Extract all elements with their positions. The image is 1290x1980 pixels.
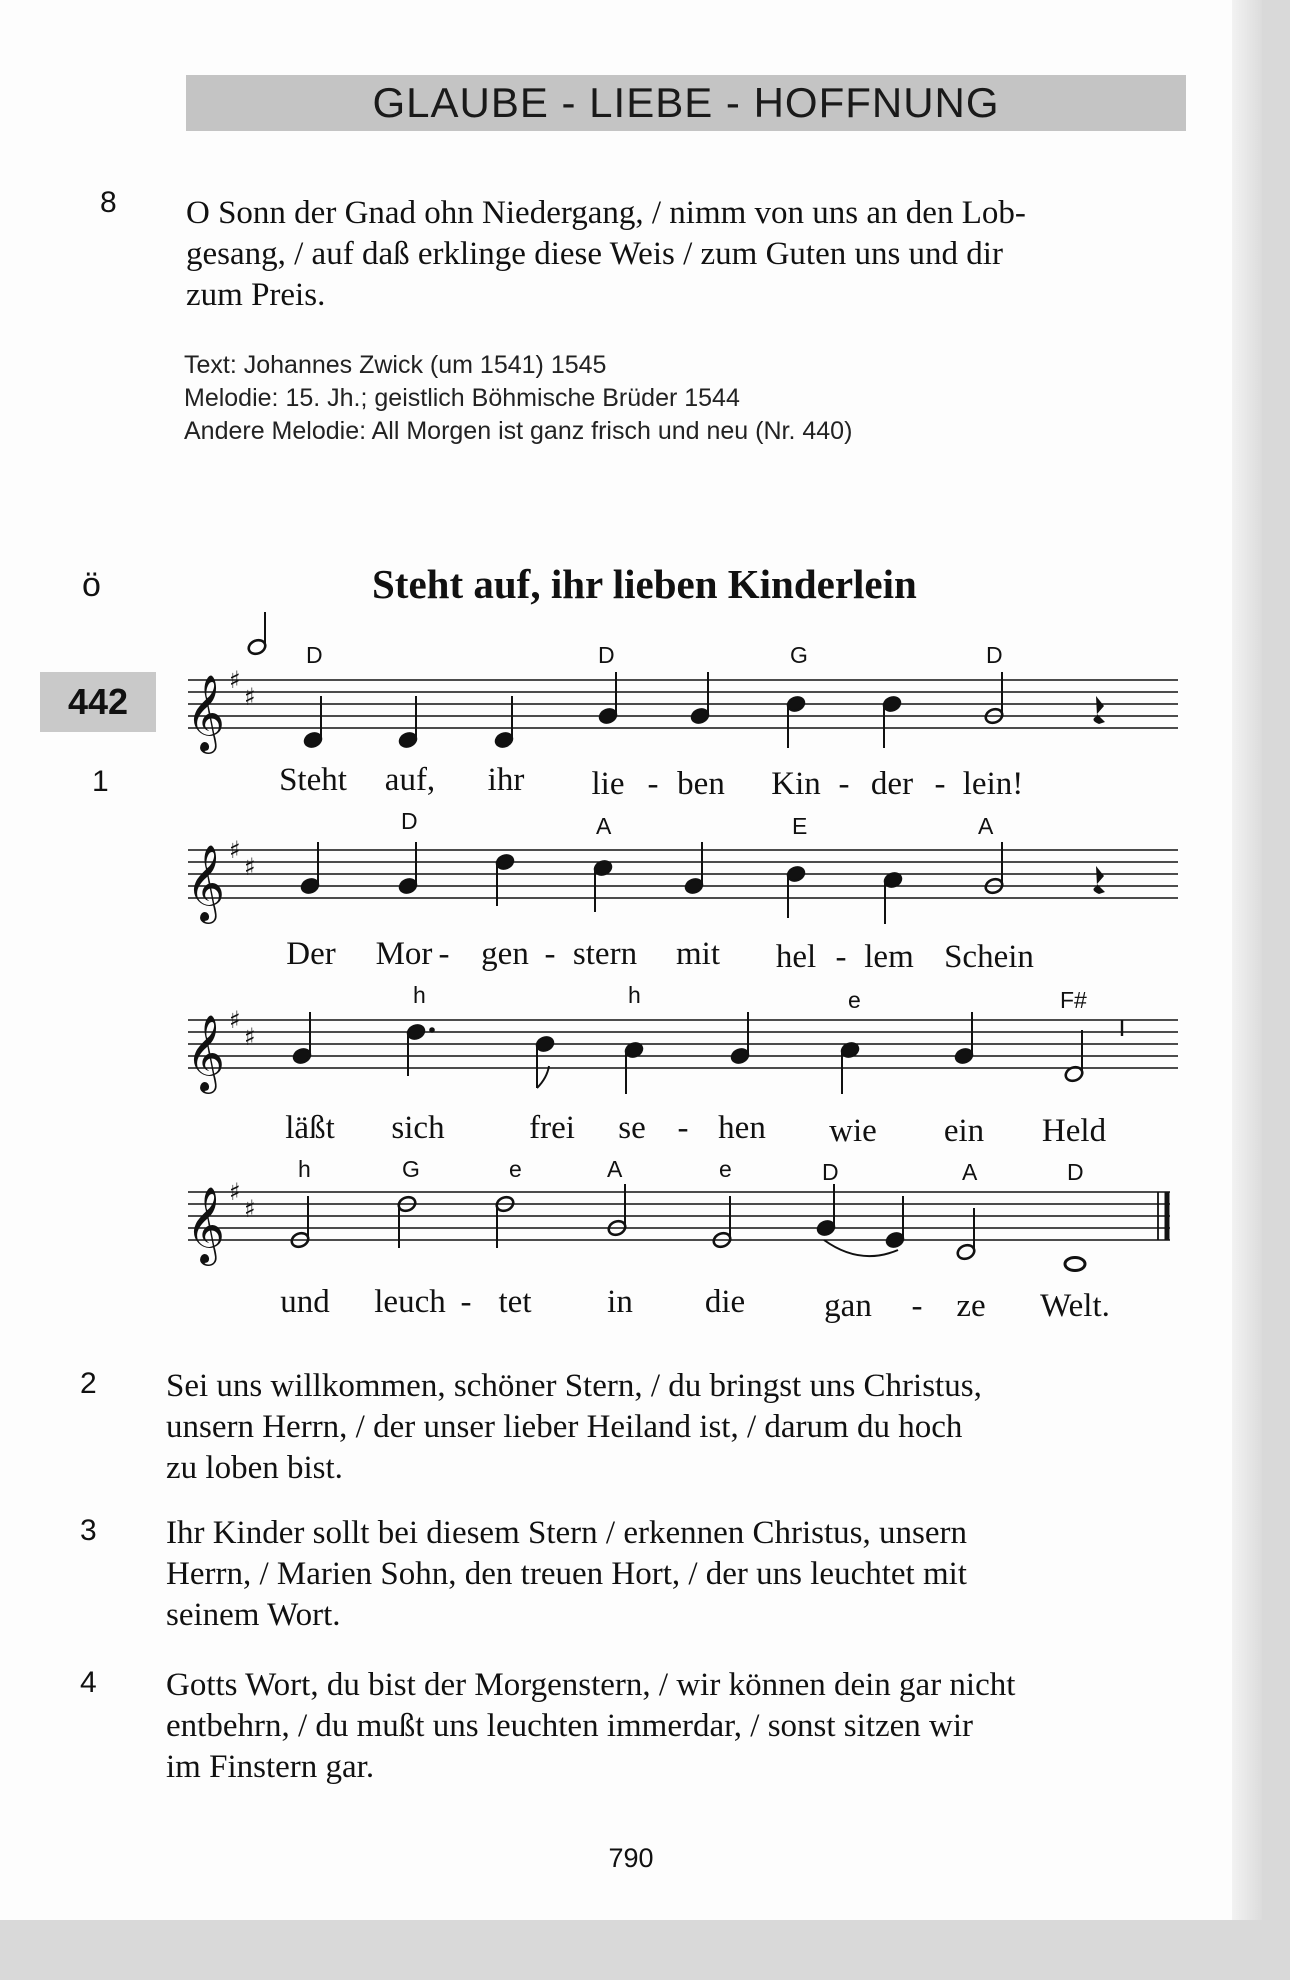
lyric-syllable: stern [572, 936, 638, 972]
svg-text:♯: ♯ [229, 666, 241, 694]
verse-number: 3 [80, 1514, 97, 1547]
credit-melody: Melodie: 15. Jh.; geistlich Böhmische Brüder 1544 [184, 384, 740, 412]
lyric-syllable: ze [956, 1288, 986, 1324]
lyric-syllable: tet [498, 1284, 532, 1320]
lyric-syllable: sich [391, 1110, 445, 1146]
treble-clef-icon: 𝄞 [186, 674, 226, 751]
lyric-syllable: in [607, 1284, 633, 1320]
lyric-syllable: die [704, 1284, 746, 1320]
song-verse-4 [166, 1665, 1015, 1788]
notes-system-2 [300, 842, 1105, 924]
chord-symbol: h [413, 982, 426, 1008]
verse-line: Ihr Kinder sollt bei diesem Stern / erkennen Christus, unsern [166, 1515, 968, 1551]
lyric-syllable: Held [1041, 1113, 1107, 1149]
song-verse-3 [166, 1513, 967, 1636]
verse-line: unsern Herrn, / der unser lieber Heiland ist, / darum du hoch [166, 1409, 963, 1445]
verse-number: 8 [100, 186, 117, 219]
chord-symbol: D [306, 642, 323, 668]
verse-line: Gotts Wort, du bist der Morgenstern, / wir können dein gar nicht [166, 1667, 1016, 1703]
notes-system-3 [292, 1012, 1122, 1094]
lyric-syllable: hen [718, 1110, 766, 1146]
chord-symbol: G [402, 1156, 420, 1182]
verse-line: seinem Wort. [166, 1597, 341, 1633]
key-signature-sharps-icon [229, 666, 256, 1223]
treble-clef-icon: 𝄞 [186, 844, 226, 921]
chord-symbol: G [790, 642, 808, 668]
verse-number: 1 [92, 765, 109, 798]
lyric-syllable: ein [943, 1113, 985, 1149]
svg-text:♯: ♯ [229, 1178, 241, 1206]
chord-symbol: e [719, 1156, 732, 1182]
lyric-syllable: frei [529, 1110, 575, 1146]
verse-line: Sei uns willkommen, schöner Stern, / du bringst uns Christus, [166, 1368, 982, 1404]
chord-symbol: A [607, 1156, 623, 1182]
chord-symbol: e [509, 1156, 522, 1182]
chord-symbol: D [986, 642, 1003, 668]
chord-symbol: D [822, 1159, 839, 1185]
svg-text:♯: ♯ [244, 853, 256, 881]
lyric-syllable: Mor [375, 936, 433, 972]
song-title: Steht auf, ihr lieben Kinderlein [372, 561, 917, 607]
lyric-syllable: hel [775, 939, 817, 975]
lyric-syllable: Schein [944, 939, 1034, 975]
lyric-hyphen: - [838, 766, 850, 802]
lyric-syllable: lein! [962, 766, 1024, 802]
lyric-syllable: se [618, 1110, 646, 1146]
lyric-syllable: leuch [374, 1284, 446, 1320]
song-verse-2 [166, 1366, 982, 1489]
chord-symbol: A [978, 813, 994, 839]
lyric-hyphen: - [647, 766, 659, 802]
chord-symbol: D [598, 642, 615, 668]
tempo-half-note-icon [247, 612, 268, 656]
quarter-rest-icon [1093, 696, 1105, 724]
lyric-syllable: wie [829, 1113, 877, 1149]
verse-line: O Sonn der Gnad ohn Niedergang, / nimm von uns an den Lob- [186, 195, 1026, 231]
lyric-syllable: gen [481, 936, 529, 972]
verse-number: 4 [80, 1666, 97, 1699]
section-header-title: GLAUBE - LIEBE - HOFFNUNG [372, 79, 1000, 126]
lyric-syllable: und [280, 1284, 330, 1320]
lyric-syllable: Welt. [1040, 1288, 1110, 1324]
staff-system-2 [188, 850, 1178, 898]
page-number: 790 [608, 1843, 654, 1873]
lyric-syllable: lie [591, 766, 625, 802]
lyric-syllable: ihr [487, 762, 525, 798]
lyric-syllable: gan [824, 1288, 872, 1324]
verse-line: zum Preis. [186, 277, 326, 313]
lyric-hyphen: - [835, 939, 847, 975]
credit-text: Text: Johannes Zwick (um 1541) 1545 [184, 351, 607, 379]
whole-note-icon [1065, 1258, 1085, 1271]
verse-line: entbehrn, / du mußt uns leuchten immerdar, / sonst sitzen wir [166, 1708, 974, 1744]
credit-alt-melody: Andere Melodie: All Morgen ist ganz frisch und neu (Nr. 440) [184, 417, 853, 445]
staff-system-1 [188, 680, 1178, 728]
quarter-rest-icon [1093, 866, 1105, 894]
svg-text:♯: ♯ [244, 1195, 256, 1223]
song-number: 442 [67, 681, 129, 722]
staff-system-3 [188, 1020, 1178, 1068]
lyric-syllable: auf, [384, 762, 436, 798]
lyric-syllable: Kin [771, 766, 821, 802]
verse-line: zu loben bist. [166, 1450, 343, 1486]
chord-symbol: F# [1060, 987, 1087, 1013]
chord-symbol: D [1067, 1159, 1084, 1185]
lyric-hyphen: - [544, 936, 556, 972]
song-marker: ö [82, 566, 101, 604]
chord-symbol: h [628, 982, 641, 1008]
staff-system-4 [188, 1192, 1170, 1240]
lyric-hyphen: - [460, 1284, 472, 1320]
treble-clef-icon: 𝄞 [186, 1014, 226, 1091]
lyric-hyphen: - [911, 1288, 923, 1324]
lyric-syllable: mit [675, 936, 721, 972]
svg-text:♯: ♯ [244, 1023, 256, 1051]
chord-symbol: A [962, 1159, 978, 1185]
notes-system-1 [303, 672, 1105, 749]
verse-line: Herrn, / Marien Sohn, den treuen Hort, / der uns leuchtet mit [166, 1556, 967, 1592]
verse-line: im Finstern gar. [166, 1749, 375, 1785]
chord-symbol: E [792, 813, 808, 839]
svg-text:♯: ♯ [229, 1006, 241, 1034]
treble-clef-icon: 𝄞 [186, 1186, 226, 1263]
lyric-hyphen: - [438, 936, 450, 972]
verse-number: 2 [80, 1367, 97, 1400]
chord-symbol: e [848, 987, 861, 1013]
chord-symbol: A [596, 813, 612, 839]
lyric-hyphen: - [934, 766, 946, 802]
lyric-hyphen: - [677, 1110, 689, 1146]
lyric-syllable: läßt [285, 1110, 335, 1146]
verse-line: gesang, / auf daß erklinge diese Weis / zum Guten uns und dir [186, 236, 1003, 272]
chord-symbol: D [401, 808, 418, 834]
lyric-syllable: Der [286, 936, 336, 972]
lyric-syllable: der [870, 766, 914, 802]
lyric-syllable: ben [677, 766, 725, 802]
chord-symbol: h [298, 1156, 311, 1182]
lyric-syllable: lem [864, 939, 914, 975]
lyric-syllable: Steht [279, 762, 347, 798]
svg-text:♯: ♯ [229, 836, 241, 864]
svg-text:♯: ♯ [244, 683, 256, 711]
